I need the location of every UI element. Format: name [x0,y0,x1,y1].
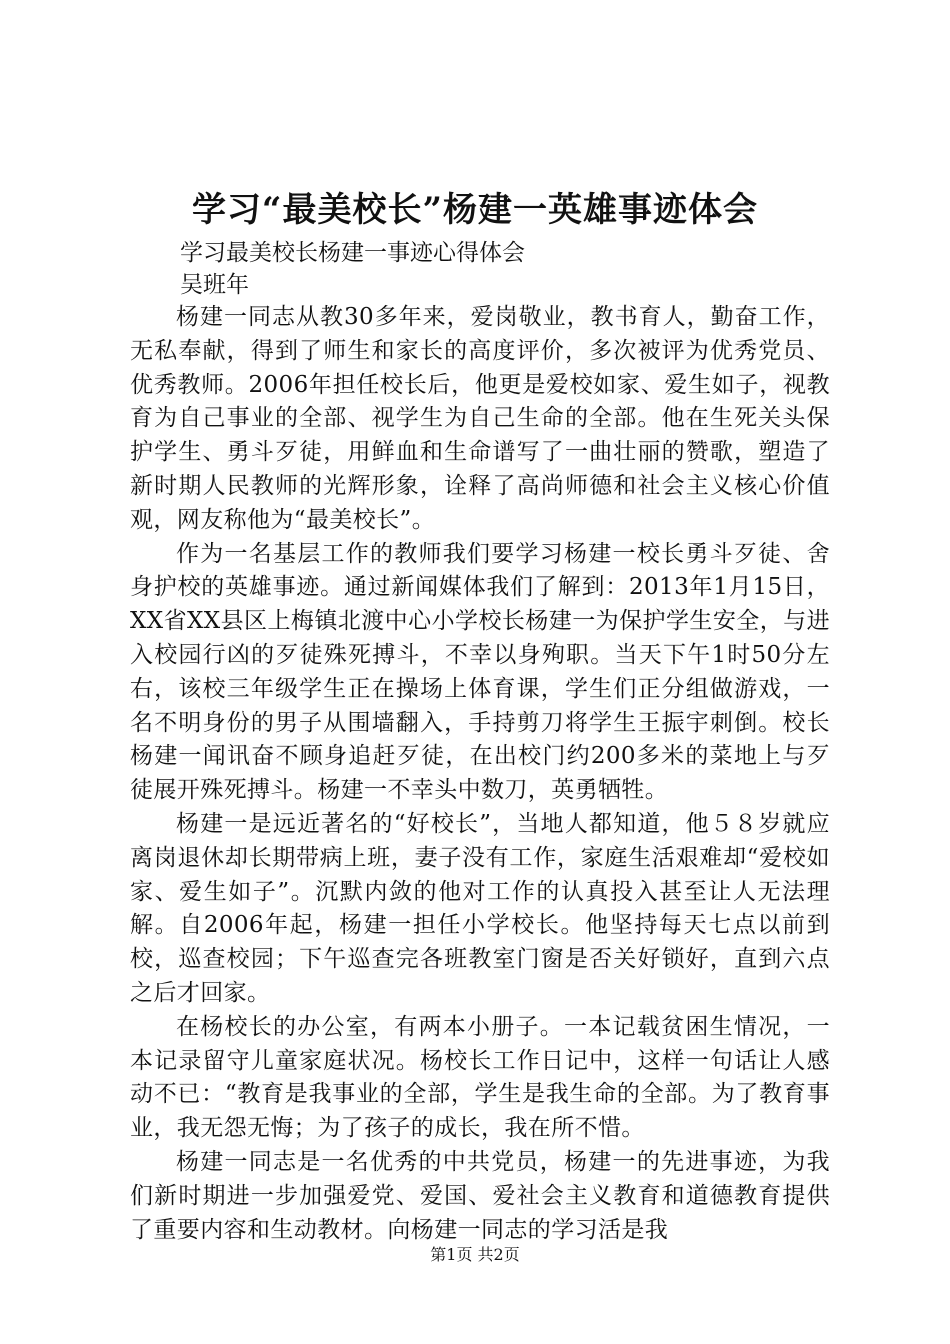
document-title: 学习“最美校长”杨建一英雄事迹体会 [191,190,759,230]
document-subtitle: 学习最美校长杨建一事迹心得体会 [180,240,525,266]
paragraph: 作为一名基层工作的教师我们要学习杨建一校长勇斗歹徒、舍身护校的英雄事迹。通过新闻媒体我们了解到：2013年1月15日，XX省XX县区上梅镇北渡中心小学校长杨建一为保护学生安全，与进入校园行凶的歹徒殊死搏斗，不幸以身殉职。当天下午1时50分左右，该校三年级学生正在操场上体育课，学生们正分组做游戏，一名不明身份的男子从围墙翻入，手持剪刀将学生王振宇刺倒。校长杨建一闻讯奋不顾身追赶歹徒，在出校门约200多米的菜地上与歹徒展开殊死搏斗。杨建一不幸头中数刀，英勇牺牲。 [130,540,830,804]
paragraph: 杨建一同志从教30多年来，爱岗敬业，教书育人，勤奋工作，无私奉献，得到了师生和家长的高度评价，多次被评为优秀党员、优秀教师。2006年担任校长后，他更是爱校如家、爱生如子，视教育为自己事业的全部、视学生为自己生命的全部。他在生死关头保护学生、勇斗歹徒，用鲜血和生命谱写了一曲壮丽的赞歌，塑造了新时期人民教师的光辉形象，诠释了高尚师德和社会主义核心价值观，网友称他为“最美校长”。 [130,304,830,533]
paragraph: 杨建一是远近著名的“好校长”，当地人都知道，他５８岁就应离岗退休却长期带病上班，妻子没有工作，家庭生活艰难却“爱校如家、爱生如子”。沉默内敛的他对工作的认真投入甚至让人无法理解。自2006年起，杨建一担任小学校长。他坚持每天七点以前到校，巡查校园；下午巡查完各班教室门窗是否关好锁好，直到六点之后才回家。 [130,810,830,1006]
document-body [130,301,830,1247]
paragraph: 杨建一同志是一名优秀的中共党员，杨建一的先进事迹，为我们新时期进一步加强爱党、爱国、爱社会主义教育和道德教育提供了重要内容和生动教材。向杨建一同志的学习活是我 [130,1148,830,1243]
page-footer: 第1页 共2页 [430,1245,520,1264]
document-author: 吴班年 [180,272,249,298]
paragraph: 在杨校长的办公室，有两本小册子。一本记载贫困生情况，一本记录留守儿童家庭状况。杨校长工作日记中，这样一句话让人感动不已：“教育是我事业的全部，学生是我生命的全部。为了教育事业，我无怨无悔；为了孩子的成长，我在所不惜。 [130,1013,830,1142]
